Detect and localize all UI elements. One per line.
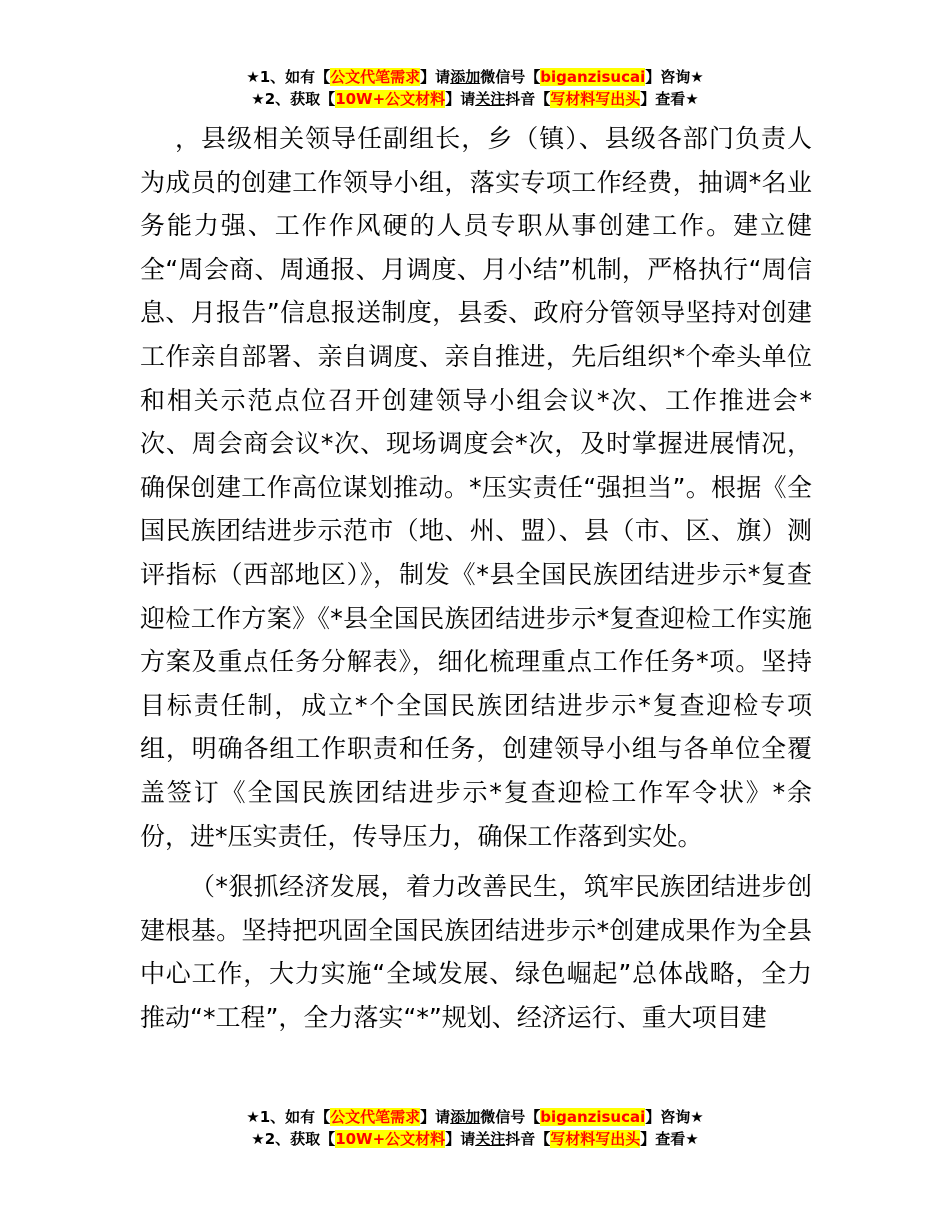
highlight-douyin-account: 写材料写出头 [550,1130,641,1148]
body-paragraph-1: ，县级相关领导任副组长，乡（镇）、县级各部门负责人为成员的创建工作领导小组，落实专项工作经费，抽调*名业务能力强、工作作风硬的人员专职从事创建工作。建立健全“周会商、周通报、月调度、月小结”机制，严格执行“周信息、月报告”信息报送制度，县委、政府分管领导坚持对创建工作亲自部署、亲自调度、亲自推进，先后组织*个牵头单位和相关示范点位召开创建领导小组会议*次、工作推进会*次、周会商会议*次、现场调度会*次，及时掌握进展情况，确保创建工作高位谋划推动。*压实责任“强担当”。根据《全国民族团结进步示范市（地、州、盟）、县（市、区、旗）测评指标（西部地区）》，制发《*县全国民族团结进步示*复查迎检工作方案》《*县全国民族团结进步示*复查迎检工作实施方案及重点任务分解表》，细化梳理重点工作任务*项。坚持目标责任制，成立*个全国民族团结进步示*复查迎检专项组，明确各组工作职责和任务，创建领导小组与各单位全覆盖签订《全国民族团结进步示*复查迎检工作军令状》*余份，进*压实责任，传导压力，确保工作落到实处。 [140,124,812,851]
body-paragraph-2: （*狠抓经济发展，着力改善民生，筑牢民族团结进步创建根基。坚持把巩固全国民族团结进步示*创建成果作为全县中心工作，大力实施“全域发展、绿色崛起”总体战略，全力推动“*工程”，全力落实“*”规划、经济运行、重大项目建 [140,872,812,1032]
footer-banner [0,1106,950,1150]
highlight-ghostwriting: 公文代笔需求 [330,1108,421,1126]
header-banner-line-2: ★2、获取【10W+公文材料】请关注抖音【写材料写出头】查看★ [251,90,699,108]
highlight-materials: 10W+公文材料 [335,90,446,108]
document-body [140,117,812,1039]
highlight-douyin-account: 写材料写出头 [550,90,641,108]
footer-banner-line-1: ★1、如有【公文代笔需求】请添加微信号【biganzisucai】咨询★ [246,1108,704,1126]
highlight-wechat-id: biganzisucai [540,1108,646,1126]
footer-banner-line-2: ★2、获取【10W+公文材料】请关注抖音【写材料写出头】查看★ [251,1130,699,1148]
highlight-materials: 10W+公文材料 [335,1130,446,1148]
highlight-ghostwriting: 公文代笔需求 [330,68,421,86]
header-banner [0,66,950,110]
header-banner-line-1: ★1、如有【公文代笔需求】请添加微信号【biganzisucai】咨询★ [246,68,704,86]
highlight-wechat-id: biganzisucai [540,68,646,86]
